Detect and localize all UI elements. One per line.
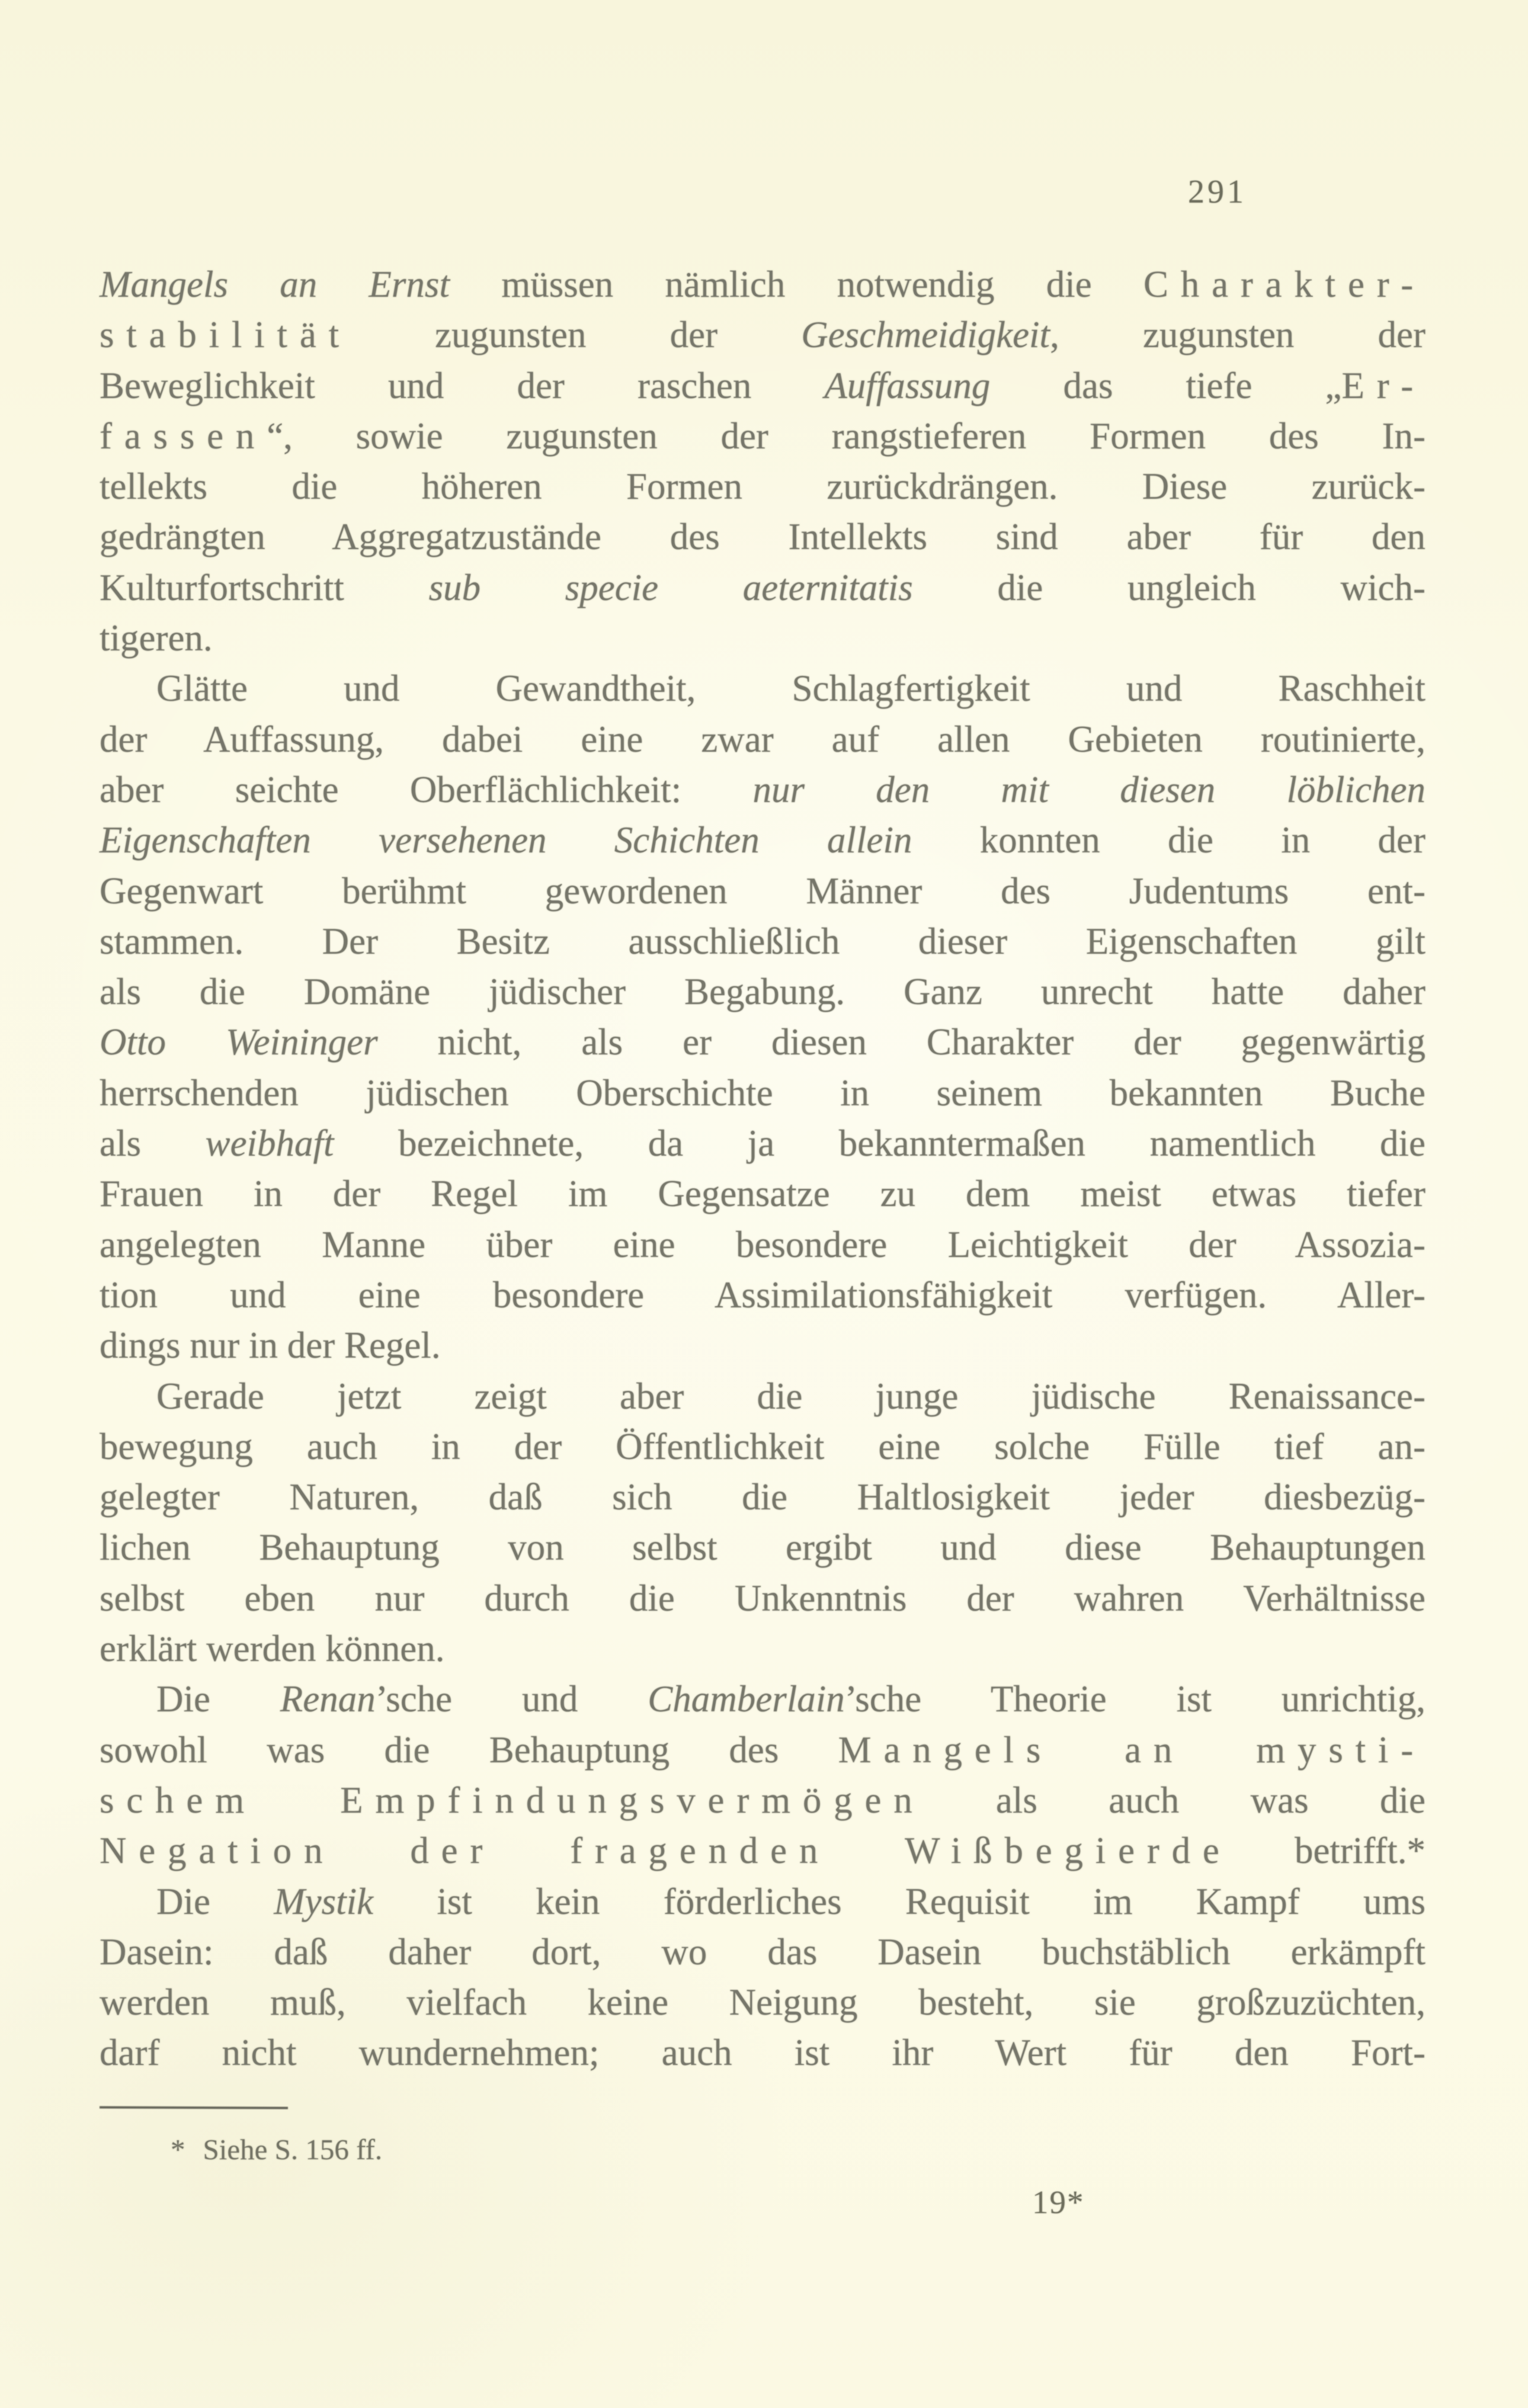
text-line [100,663,1426,714]
text-segment: stammen. Der Besitz ausschließlich dieser Eigenschaften gilt [100,920,1426,962]
text-segment: müssen nämlich notwendig die [449,264,1143,305]
text-line [100,259,1426,310]
text-line [100,1977,1426,2028]
text-segment: Er- [1341,364,1426,406]
text-segment: sub specie aeternitatis [428,566,913,608]
text-line [100,1927,1426,1977]
text-line [100,1674,1426,1724]
text-segment: Renan [280,1678,376,1720]
text-segment: Beweglichkeit und der raschen [100,364,825,406]
text-segment: werden muß, vielfach keine Neigung besteht, sie großzuzüchten, [100,1981,1426,2024]
footnote-marker: * [171,2133,185,2166]
text-segment: Gerade jetzt zeigt aber die junge jüdische Renaissance- [156,1375,1426,1417]
text-segment: Auffassung [824,364,991,406]
text-segment: Gegenwart berühmt gewordenen Männer des Judentums ent- [100,870,1426,912]
text-line [100,411,1426,461]
text-segment: Frauen in der Regel im Gegensatze zu dem meist etwas tiefer [100,1173,1426,1215]
text-segment: als die Domäne jüdischer Begabung. Ganz unrecht hatte daher [100,971,1426,1013]
text-segment: darf nicht wundernehmen; auch ist ihr Wert für den Fort- [100,2032,1426,2074]
text-segment: angelegten Manne über eine besondere Leichtigkeit der Assozia- [100,1223,1426,1265]
text-segment: das tiefe „ [990,364,1342,406]
text-line [100,714,1426,765]
text-segment: Otto Weininger [100,1021,378,1063]
text-segment: Negation der fragenden Wißbegierde [100,1830,1232,1872]
text-line [100,1573,1426,1624]
text-segment: ’sche und [375,1678,648,1720]
text-segment: sowohl was die Behauptung des [100,1729,838,1771]
text-segment: Chamberlain [648,1678,845,1720]
text-segment: die ungleich wich- [912,566,1426,608]
text-segment: Eigenschaften versehenen Schichten allein [100,819,912,861]
text-segment: als auch was die [924,1779,1426,1821]
text-line [100,1522,1426,1573]
signature-mark: 19* [1032,2184,1085,2220]
text-segment: ist kein förderliches Requisit im Kampf ums [373,1880,1426,1922]
text-line [100,361,1426,411]
text-segment: aber seichte Oberflächlichkeit: [100,768,753,810]
text-line [100,1775,1426,1826]
text-segment: Kulturfortschritt [100,566,429,608]
text-segment: stabilität [100,314,351,356]
text-line [100,1118,1426,1169]
text-segment: Geschmeidigkeit [801,314,1050,356]
text-segment: Dasein: daß daher dort, wo das Dasein buchstäblich erkämpft [100,1931,1426,1973]
footnote-text: Siehe S. 156 ff. [203,2133,383,2166]
text-line [100,1220,1426,1270]
text-segment: als [100,1123,206,1165]
text-segment: bewegung auch in der Öffentlichkeit eine solche Fülle tief an- [100,1425,1426,1467]
text-segment: , zugunsten der [1050,314,1426,356]
text-segment: Mangels an Ernst [100,264,450,305]
text-line [100,866,1426,916]
text-segment: dings nur in der Regel. [100,1325,441,1367]
text-segment: betrifft.* [1231,1830,1426,1872]
text-line [100,512,1426,562]
text-line [100,1068,1426,1118]
page-number: 291 [1188,174,1247,210]
text-segment: “, sowie zugunsten der rangstieferen Formen des In- [267,415,1426,457]
text-segment: tion und eine besondere Assimilationsfähigkeit verfügen. Aller- [100,1274,1426,1316]
text-line [100,1169,1426,1219]
text-line [100,2028,1426,2078]
text-line [100,1371,1426,1422]
text-segment: Glätte und Gewandtheit, Schlagfertigkeit und Raschheit [156,668,1426,710]
footnote-divider [100,2106,288,2109]
text-segment: Mystik [274,1880,374,1922]
text-segment: Die [156,1678,280,1720]
text-segment: herrschenden jüdischen Oberschichte in seinem bekannten Buche [100,1072,1426,1114]
text-line [100,815,1426,865]
text-line [100,1320,1426,1371]
text-line [100,1270,1426,1320]
text-line [100,1472,1426,1522]
text-segment: bezeichnete, da ja bekanntermaßen namentlich die [334,1123,1426,1165]
text-segment: der Auffassung, dabei eine zwar auf allen Gebieten routinierte, [100,718,1426,760]
text-segment: selbst eben nur durch die Unkenntnis der wahren Verhältnisse [100,1577,1426,1619]
text-segment: nicht, als er diesen Charakter der gegenwärtig [377,1021,1426,1063]
text-line [100,967,1426,1017]
text-segment: schem Empfindungsvermögen [100,1779,925,1821]
text-line [100,916,1426,967]
text-segment: Charakter- [1143,264,1426,305]
text-line [100,461,1426,512]
text-segment: weibhaft [205,1123,334,1165]
text-segment: tellekts die höheren Formen zurückdrängen. Diese zurück- [100,466,1426,508]
text-segment: gelegter Naturen, daß sich die Haltlosigkeit jeder diesbezüg- [100,1476,1426,1518]
footnote [171,2131,382,2168]
text-line [100,1422,1426,1472]
text-segment: lichen Behauptung von selbst ergibt und diese Behauptungen [100,1527,1426,1569]
text-segment: ’sche Theorie ist unrichtig, [844,1678,1426,1720]
text-segment: Die [156,1880,274,1922]
text-line [100,1877,1426,1927]
text-segment: fassen [100,415,267,457]
text-line [100,1017,1426,1067]
body-text [100,259,1426,2079]
text-line [100,310,1426,360]
text-line [100,1826,1426,1876]
text-line [100,1624,1426,1674]
text-segment: Mangels an mysti- [838,1729,1426,1771]
text-segment: zugunsten der [351,314,802,356]
text-line [100,563,1426,613]
text-line [100,613,1426,663]
text-segment: gedrängten Aggregatzustände des Intellekts sind aber für den [100,516,1426,558]
text-segment: erklärt werden können. [100,1628,445,1670]
text-line [100,1725,1426,1775]
text-segment: tigeren. [100,617,213,659]
text-segment: konnten die in der [912,819,1426,861]
text-line [100,765,1426,815]
text-segment: nur den mit diesen löblichen [752,768,1426,810]
